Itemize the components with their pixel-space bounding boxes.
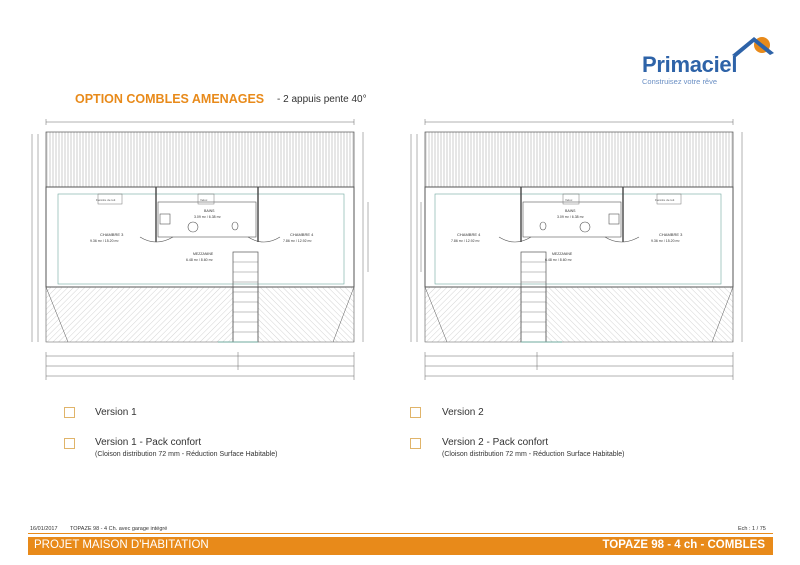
version-1-pack-confort-label: Version 1 - Pack confort [95,437,202,448]
room-area: 9.36 m² / 15.20 m² [90,239,119,243]
room-label: CHAMBRE 4 [290,232,314,237]
page-title: OPTION COMBLES AMENAGES [75,92,265,106]
room-label: MEZZANINE [552,252,573,256]
floor-plan-version-1 [28,112,373,387]
room-label: BAINS [565,209,576,213]
room-label: CHAMBRE 3 [100,232,124,237]
room-area: 3.09 m² / 6.38 m² [557,215,584,219]
footer-project: PROJET MAISON D'HABITATION [34,539,209,551]
page-subtitle: - 2 appuis pente 40° [277,94,367,105]
version-2-checkbox[interactable] [410,407,421,418]
room-area: 3.09 m² / 6.38 m² [194,215,221,219]
window-label: Velux [565,198,573,202]
version-2-pack-confort-checkbox[interactable] [410,438,421,449]
footer-plan-title: TOPAZE 98 - 4 ch - COMBLES [602,539,765,551]
room-label: CHAMBRE 3 [659,232,683,237]
room-area: 6.48 m² / 8.60 m² [186,258,213,262]
footer-divider [28,533,773,534]
brand-name: Primaciel [642,52,738,77]
version-1-checkbox[interactable] [64,407,75,418]
room-label: MEZZANINE [193,252,214,256]
room-area: 6.48 m² / 8.60 m² [545,258,572,262]
room-label: BAINS [204,209,215,213]
roof-sun-icon [732,33,774,57]
version-2-pack-confort-note: (Cloison distribution 72 mm - Réduction Surface Habitable) [442,451,625,458]
primaciel-logo [640,30,780,90]
version-2-label: Version 2 [442,407,484,418]
version-2-pack-confort-label: Version 2 - Pack confort [442,437,549,448]
room-area: 7.86 m² / 12.92 m² [451,239,480,243]
room-area: 7.86 m² / 12.92 m² [283,239,312,243]
floor-plan-drawing [28,112,373,387]
version-1-pack-confort-note: (Cloison distribution 72 mm - Réduction Surface Habitable) [95,451,278,458]
footer-bar [28,537,773,555]
window-label: Velux [200,198,208,202]
room-area: 9.36 m² / 15.20 m² [651,239,680,243]
version-1-label: Version 1 [95,407,137,418]
footer-model: TOPAZE 98 - 4 Ch. avec garage intégré [70,526,168,532]
version-1-pack-confort-checkbox[interactable] [64,438,75,449]
brand-tagline: Construisez votre rêve [642,77,718,86]
window-label: Fenêtre de toit [96,198,116,202]
floor-plan-version-2 [407,112,752,387]
floor-plan-drawing [407,112,752,387]
footer-date: 16/01/2017 [30,526,58,532]
footer-scale: Ech : 1 / 75 [738,526,766,532]
room-label: CHAMBRE 4 [457,232,481,237]
window-label: Fenêtre de toit [655,198,675,202]
